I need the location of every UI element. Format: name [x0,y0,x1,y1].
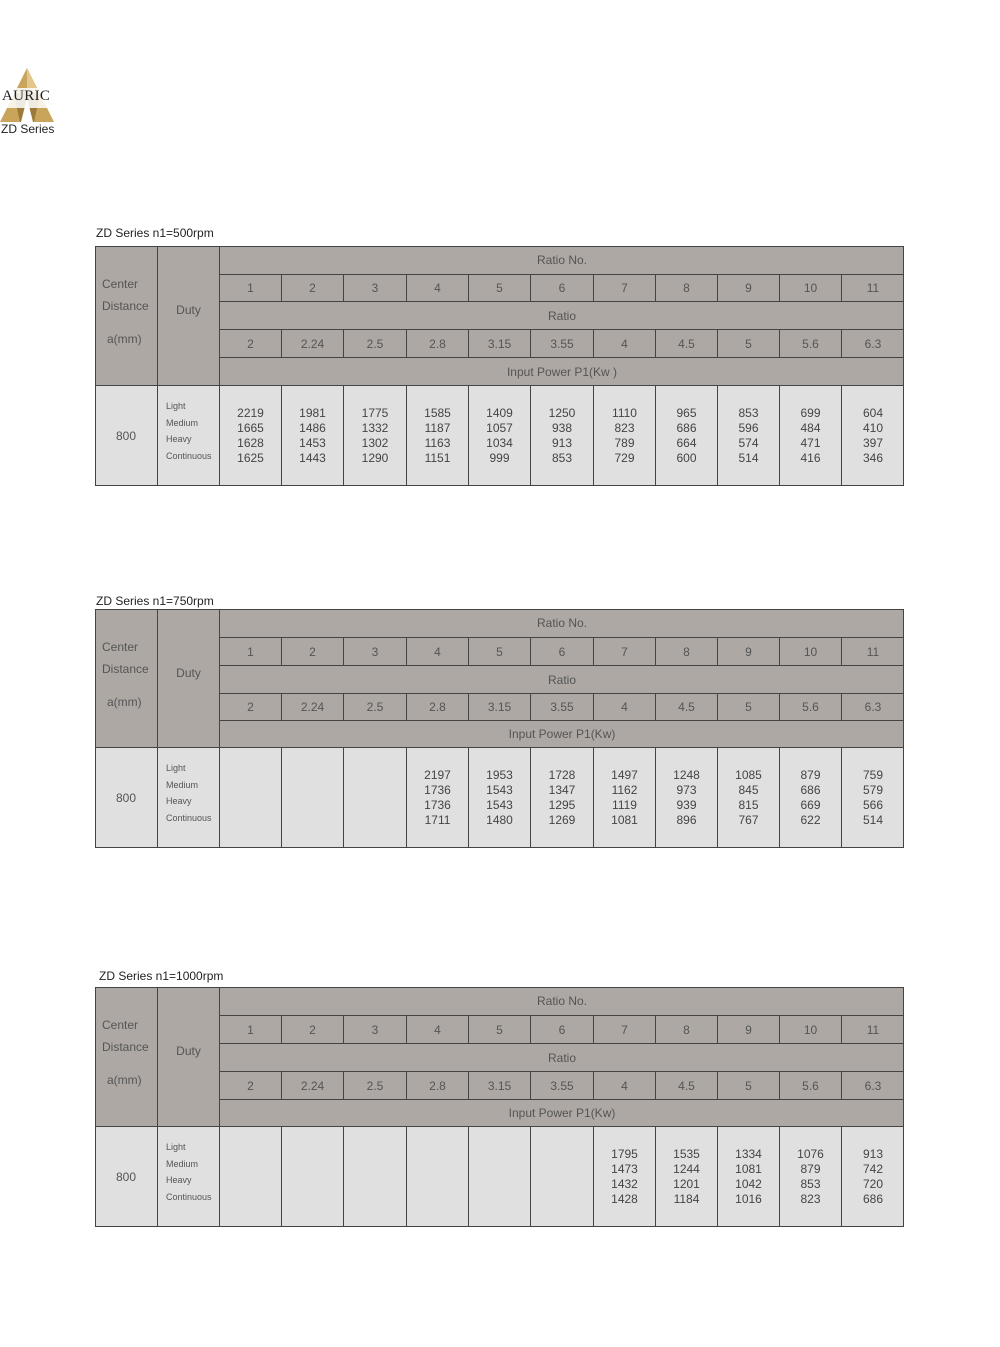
power-value-cell [717,385,779,486]
ratio-value-cell: 4.5 [655,693,717,720]
power-values: 1076 879 853 823 [797,1147,824,1206]
duty-level-label: Continuous [166,812,212,823]
ratio-number-cell: 9 [717,274,779,301]
power-values: 879 686 669 622 [800,768,821,827]
duty-levels-cell [157,385,219,486]
ratio-number-cell: 7 [593,1015,655,1043]
ratio-number-cell: 5 [468,1015,530,1043]
power-value-cell [779,747,841,848]
duty-levels-list [166,398,212,464]
ratio-number-cell: 5 [468,274,530,301]
ratio-number-cell: 2 [281,637,343,665]
power-values: 1334 1081 1042 1016 [735,1147,762,1206]
duty-levels-cell [157,1126,219,1227]
power-value-cell [530,1126,593,1227]
ratio-value-cell: 3.55 [530,1071,593,1099]
power-value-cell [219,747,281,848]
ratio-number-cell: 8 [655,637,717,665]
ratio-number-cell: 6 [530,637,593,665]
ratio-value-cell: 2.8 [406,693,468,720]
power-value-cell [281,385,343,486]
ratio-value-cell: 5.6 [779,693,841,720]
power-value-cell [841,385,904,486]
power-value-cell [406,1126,468,1227]
duty-level-label: Medium [166,1158,199,1169]
auric-logo [0,68,60,124]
ratio-number-cell: 5 [468,637,530,665]
duty-levels-list [166,760,212,826]
power-value-cell [655,1126,717,1227]
ratio-header: Ratio [219,1043,904,1071]
power-values: 604 410 397 346 [862,406,884,465]
center-distance-value: 800 [95,747,157,848]
center-distance-label-line: a(mm) [107,695,142,709]
duty-level-label: Light [166,763,186,773]
ratio-number-cell: 9 [717,1015,779,1043]
ratio-value-cell: 2.8 [406,1071,468,1099]
power-value-cell [281,1126,343,1227]
power-value-cell [468,1126,530,1227]
center-distance-label-line: Distance [102,299,149,313]
ratio-number-cell: 6 [530,1015,593,1043]
ratio-value-cell: 2 [219,329,281,357]
center-distance-label-line: Center [102,640,139,654]
duty-header: Duty [157,246,219,385]
power-values: 913 742 720 686 [862,1147,884,1206]
ratio-value-cell: 2 [219,693,281,720]
duty-level-label: Medium [166,417,199,428]
ratio-number-cell: 2 [281,274,343,301]
duty-levels-cell [157,747,219,848]
ratio-value-cell: 3.55 [530,693,593,720]
center-distance-header [95,246,157,385]
duty-level-label: Light [166,1142,186,1152]
power-value-cell [779,385,841,486]
ratio-value-cell: 3.15 [468,693,530,720]
ratio-value-cell: 3.15 [468,329,530,357]
power-values: 1795 1473 1432 1428 [611,1147,638,1206]
table-title: ZD Series n1=500rpm [96,226,214,240]
duty-level-label: Heavy [166,1175,192,1185]
power-value-cell [468,385,530,486]
ratio-number-cell: 8 [655,1015,717,1043]
center-distance-label-line: a(mm) [107,1073,142,1087]
ratio-number-cell: 4 [406,1015,468,1043]
power-values: 1497 1162 1119 1081 [611,768,638,827]
ratio-header: Ratio [219,301,904,329]
ratio-number-cell: 4 [406,637,468,665]
ratio-no-header: Ratio No. [219,246,904,274]
power-value-cell [343,1126,406,1227]
ratio-number-cell: 11 [841,1015,904,1043]
power-values: 1535 1244 1201 1184 [673,1147,700,1206]
power-value-cell [841,1126,904,1227]
power-value-cell [717,1126,779,1227]
ratio-number-cell: 10 [779,1015,841,1043]
power-value-cell [717,747,779,848]
ratio-number-cell: 3 [343,1015,406,1043]
duty-level-label: Heavy [166,434,192,444]
center-distance-label-line: Center [102,277,139,291]
power-value-cell [655,385,717,486]
input-power-header: Input Power P1(Kw ) [219,357,904,385]
duty-level-label: Light [166,401,186,411]
power-values: 2219 1665 1628 1625 [237,406,264,465]
ratio-number-cell: 3 [343,274,406,301]
center-distance-header [95,609,157,747]
power-value-cell [779,1126,841,1227]
ratio-number-cell: 9 [717,637,779,665]
ratio-value-cell: 6.3 [841,1071,904,1099]
ratio-value-cell: 2.8 [406,329,468,357]
ratio-value-cell: 5 [717,329,779,357]
ratio-number-cell: 7 [593,637,655,665]
power-values: 1585 1187 1163 1151 [424,406,451,465]
ratio-value-cell: 6.3 [841,329,904,357]
duty-level-label: Continuous [166,1191,212,1202]
ratio-number-cell: 3 [343,637,406,665]
ratio-number-cell: 7 [593,274,655,301]
power-value-cell [219,385,281,486]
ratio-number-cell: 2 [281,1015,343,1043]
center-distance-header [95,987,157,1126]
power-value-cell [281,747,343,848]
ratio-value-cell: 4 [593,1071,655,1099]
ratio-value-cell: 4.5 [655,329,717,357]
duty-levels-list [166,1139,212,1205]
center-distance-label-line: Distance [102,1040,149,1054]
ratio-number-cell: 1 [219,1015,281,1043]
power-value-cell [468,747,530,848]
power-value-cell [343,385,406,486]
ratio-number-cell: 1 [219,274,281,301]
ratio-number-cell: 6 [530,274,593,301]
power-value-cell [406,747,468,848]
power-value-cell [406,385,468,486]
ratio-number-cell: 11 [841,637,904,665]
ratio-value-cell: 2.5 [343,693,406,720]
ratio-value-cell: 2 [219,1071,281,1099]
ratio-no-header: Ratio No. [219,609,904,637]
power-values: 1981 1486 1453 1443 [299,406,326,465]
ratio-value-cell: 5 [717,693,779,720]
power-values: 759 579 566 514 [862,768,884,827]
ratio-value-cell: 6.3 [841,693,904,720]
power-values: 1085 845 815 767 [735,768,762,827]
power-values: 1110 823 789 729 [612,406,637,465]
power-table [95,609,904,848]
duty-header: Duty [157,609,219,747]
input-power-header: Input Power P1(Kw) [219,720,904,747]
duty-level-label: Medium [166,779,199,790]
power-value-cell [593,1126,655,1227]
ratio-value-cell: 2.24 [281,693,343,720]
power-values: 853 596 574 514 [738,406,759,465]
table-title: ZD Series n1=750rpm [96,594,214,608]
ratio-value-cell: 2.5 [343,329,406,357]
ratio-header: Ratio [219,665,904,693]
power-value-cell [593,747,655,848]
power-table [95,246,904,486]
center-distance-label-line: Distance [102,662,149,676]
power-value-cell [343,747,406,848]
power-values: 1775 1332 1302 1290 [361,406,389,465]
ratio-value-cell: 3.55 [530,329,593,357]
ratio-value-cell: 5.6 [779,329,841,357]
power-values: 1953 1543 1543 1480 [486,768,513,827]
ratio-number-cell: 8 [655,274,717,301]
power-value-cell [530,747,593,848]
ratio-value-cell: 2.24 [281,329,343,357]
ratio-number-cell: 11 [841,274,904,301]
power-values: 965 686 664 600 [676,406,697,465]
ratio-number-cell: 1 [219,637,281,665]
power-values: 1409 1057 1034 999 [486,406,513,465]
ratio-value-cell: 5.6 [779,1071,841,1099]
ratio-number-cell: 10 [779,274,841,301]
duty-header: Duty [157,987,219,1126]
power-values: 1248 973 939 896 [673,768,700,827]
ratio-no-header: Ratio No. [219,987,904,1015]
ratio-value-cell: 2.5 [343,1071,406,1099]
power-value-cell [530,385,593,486]
power-values: 699 484 471 416 [800,406,821,465]
duty-level-label: Heavy [166,796,192,806]
center-distance-label-line: Center [102,1018,139,1032]
logo-text: AURIC [2,88,51,104]
power-values: 1250 938 913 853 [548,406,576,465]
center-distance-value: 800 [95,1126,157,1227]
center-distance-label-line: a(mm) [107,332,142,346]
ratio-number-cell: 4 [406,274,468,301]
power-value-cell [593,385,655,486]
power-values: 2197 1736 1736 1711 [424,768,451,827]
ratio-value-cell: 4.5 [655,1071,717,1099]
ratio-value-cell: 4 [593,693,655,720]
ratio-number-cell: 10 [779,637,841,665]
ratio-value-cell: 4 [593,329,655,357]
series-label: ZD Series [1,122,55,136]
power-value-cell [841,747,904,848]
power-value-cell [655,747,717,848]
power-table [95,987,904,1227]
center-distance-value: 800 [95,385,157,486]
input-power-header: Input Power P1(Kw) [219,1099,904,1126]
power-values: 1728 1347 1295 1269 [548,768,576,827]
power-value-cell [219,1126,281,1227]
duty-level-label: Continuous [166,450,212,461]
ratio-value-cell: 5 [717,1071,779,1099]
table-title: ZD Series n1=1000rpm [99,969,224,983]
ratio-value-cell: 2.24 [281,1071,343,1099]
ratio-value-cell: 3.15 [468,1071,530,1099]
